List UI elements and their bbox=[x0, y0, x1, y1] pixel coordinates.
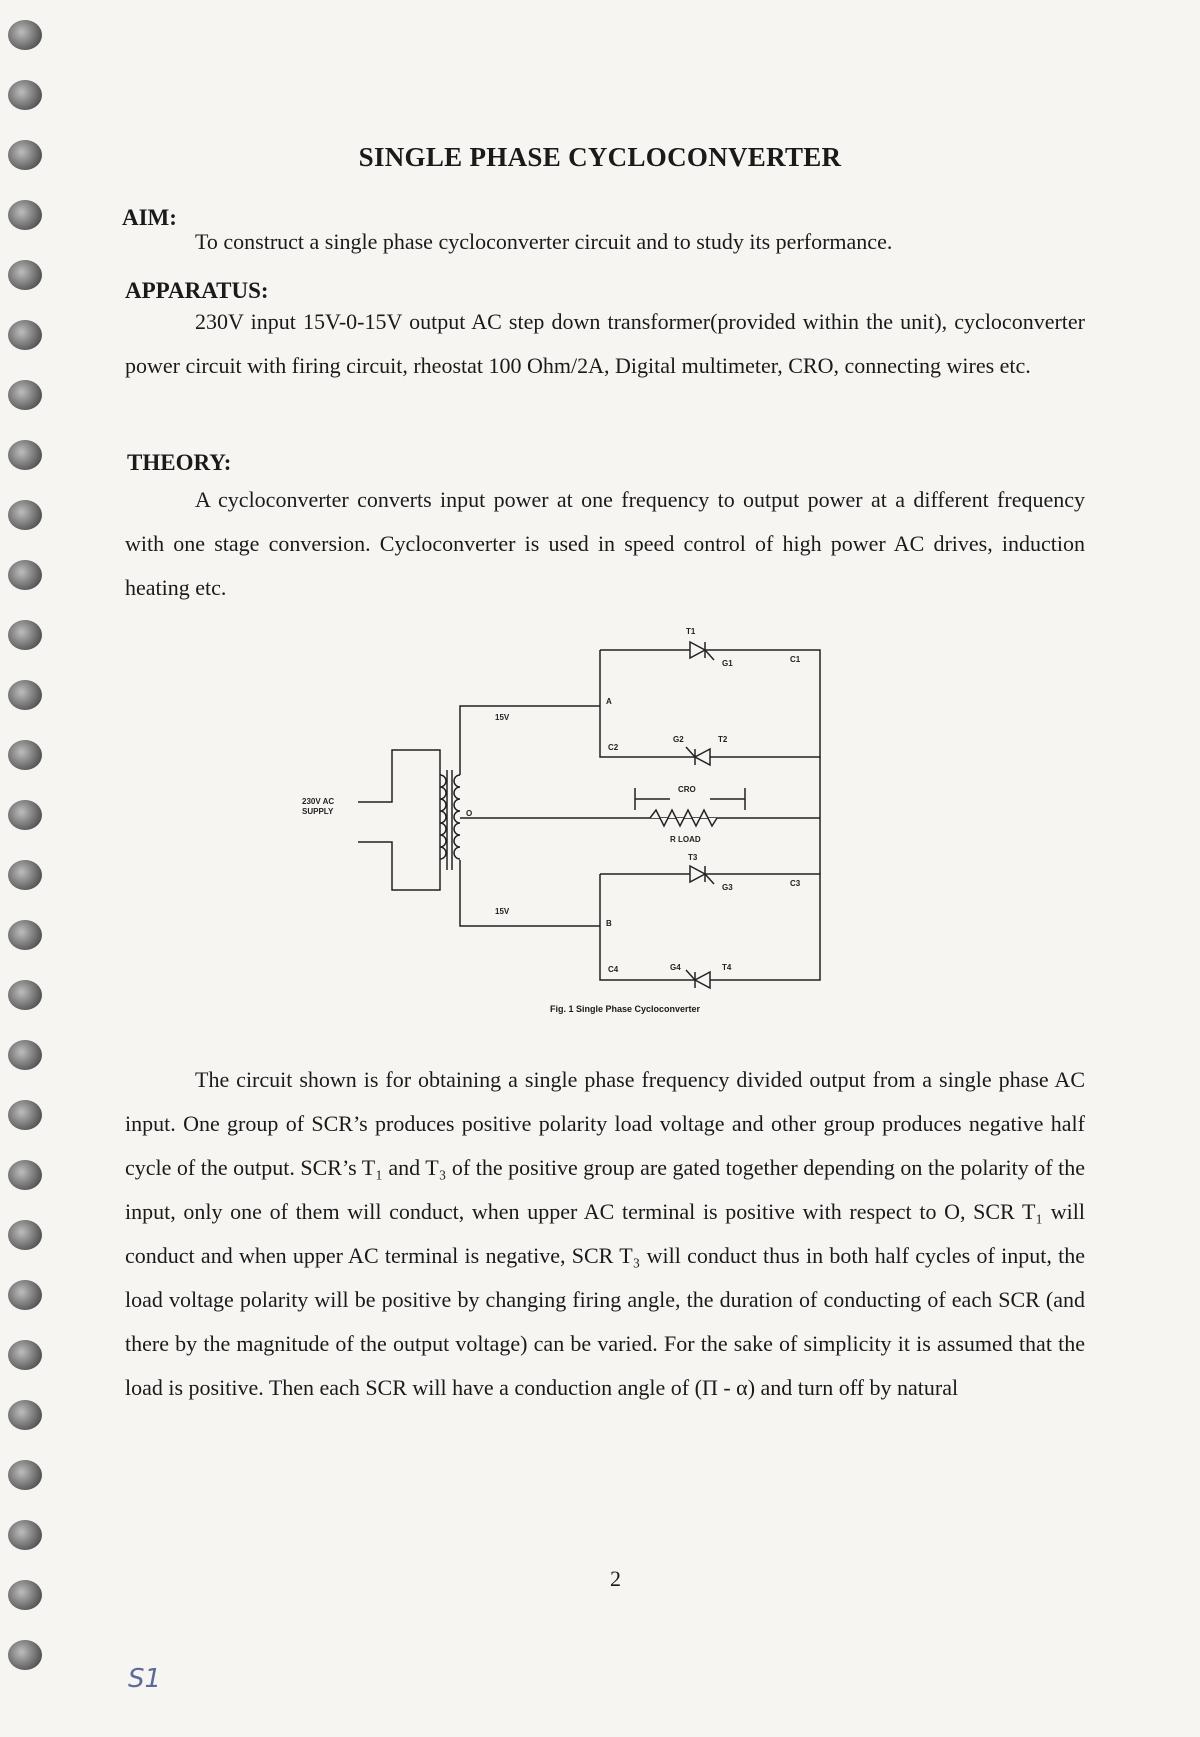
t4-label: T4 bbox=[722, 963, 732, 972]
aim-heading: AIM: bbox=[122, 205, 177, 230]
cro-label: CRO bbox=[678, 785, 696, 794]
v-top-label: 15V bbox=[495, 713, 510, 722]
c3-label: C3 bbox=[790, 879, 801, 888]
v-bot-label: 15V bbox=[495, 907, 510, 916]
figure-caption: Fig. 1 Single Phase Cycloconverter bbox=[550, 1004, 701, 1014]
a-label: A bbox=[606, 697, 612, 706]
supply-label-2: SUPPLY bbox=[302, 807, 334, 816]
circuit-description: The circuit shown is for obtaining a single phase frequency divided output from a single phase AC input. One group of SCR’s produces positive polarity load voltage and other group produces negative half cycle of the output. SCR’s T₁ and T₃ of the positive group are gated together depending on the polarity of the input, only one of them will conduct, when upper AC terminal is positive with respect to O, SCR T₁ will conduct and when upper AC terminal is negative, SCR T₃ will conduct thus in both half cycles of input, the load voltage polarity will be positive by changing firing angle, the duration of conducting of each SCR (and there by the magnitude of the output voltage) can be varied. For the sake of simplicity it is assumed that the load is positive. Then each SCR will have a conduction angle of (Π - α) and turn off by natural bbox=[125, 1067, 1085, 1400]
cycloconverter-circuit-diagram bbox=[290, 620, 890, 1020]
t2-label: T2 bbox=[718, 735, 728, 744]
theory-text: A cycloconverter converts input power at one frequency to output power at a different frequency with one stage conversion. Cycloconverter is used in speed control of high power AC drives, induction heating etc. bbox=[125, 487, 1085, 600]
page-number: 2 bbox=[610, 1566, 621, 1591]
supply-label: 230V AC bbox=[302, 797, 335, 806]
t1-label: T1 bbox=[686, 627, 696, 636]
apparatus-text: 230V input 15V-0-15V output AC step down transformer(provided within the unit), cycloconverter power circuit with firing circuit, rheostat 100 Ohm/2A, Digital multimeter, CRO, connecting wires etc. bbox=[125, 309, 1085, 378]
c2-label: C2 bbox=[608, 743, 619, 752]
apparatus-heading: APPARATUS: bbox=[125, 278, 269, 303]
g2-label: G2 bbox=[673, 735, 684, 744]
t3-label: T3 bbox=[688, 853, 698, 862]
g3-label: G3 bbox=[722, 883, 733, 892]
handwritten-note: S1 bbox=[128, 1664, 162, 1694]
spiral-binding bbox=[0, 0, 70, 1737]
c1-label: C1 bbox=[790, 655, 801, 664]
aim-text: To construct a single phase cycloconverter circuit and to study its performance. bbox=[195, 229, 893, 254]
o-label: O bbox=[466, 809, 473, 818]
theory-heading: THEORY: bbox=[127, 450, 232, 475]
b-label: B bbox=[606, 919, 612, 928]
page-title: SINGLE PHASE CYCLOCONVERTER bbox=[358, 142, 842, 172]
g4-label: G4 bbox=[670, 963, 681, 972]
rload-label: R LOAD bbox=[670, 835, 701, 844]
c4-label: C4 bbox=[608, 965, 619, 974]
g1-label: G1 bbox=[722, 659, 733, 668]
